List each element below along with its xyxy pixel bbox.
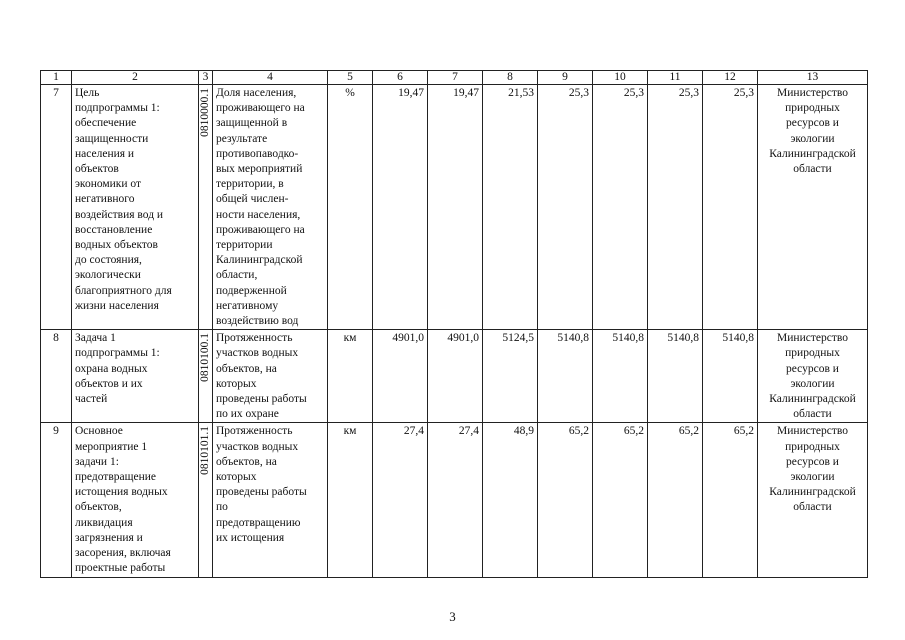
row-responsible: Министерство природных ресурсов и экологии Калининградской области xyxy=(758,85,868,330)
row-number: 8 xyxy=(41,330,72,423)
row-value-col9: 25,3 xyxy=(538,85,593,330)
column-number: 10 xyxy=(593,71,648,85)
table-row xyxy=(41,85,868,330)
column-number: 12 xyxy=(703,71,758,85)
row-value-col6: 4901,0 xyxy=(373,330,428,423)
row-value-col11: 25,3 xyxy=(648,85,703,330)
row-name: Основное мероприятие 1 задачи 1: предотвращение истощения водных объектов, ликвидация загрязнения и засорения, включая проектные работы xyxy=(72,423,199,577)
document-sheet xyxy=(40,70,867,578)
indicators-table xyxy=(40,70,868,578)
table-row xyxy=(41,423,868,577)
row-value-col12: 25,3 xyxy=(703,85,758,330)
row-value-col6: 19,47 xyxy=(373,85,428,330)
column-number: 6 xyxy=(373,71,428,85)
column-number: 4 xyxy=(213,71,328,85)
row-indicator: Протяженность участков водных объектов, на которых проведены работы по их охране xyxy=(213,330,328,423)
row-value-col12: 65,2 xyxy=(703,423,758,577)
row-value-col6: 27,4 xyxy=(373,423,428,577)
row-value-col10: 5140,8 xyxy=(593,330,648,423)
row-indicator: Протяженность участков водных объектов, на которых проведены работы по предотвращению их истощения xyxy=(213,423,328,577)
column-number: 11 xyxy=(648,71,703,85)
row-indicator: Доля населения, проживающего на защищенной в результате противопаводко- вых мероприятий территории, в общей числен- ности населения, проживающего на территории Калининградской области, подверженной негативному воздействию вод xyxy=(213,85,328,330)
row-value-col10: 65,2 xyxy=(593,423,648,577)
row-value-col8: 21,53 xyxy=(483,85,538,330)
row-name: Задача 1 подпрограммы 1: охрана водных объектов и их частей xyxy=(72,330,199,423)
row-value-col12: 5140,8 xyxy=(703,330,758,423)
row-value-col8: 5124,5 xyxy=(483,330,538,423)
row-value-col9: 65,2 xyxy=(538,423,593,577)
row-responsible: Министерство природных ресурсов и экологии Калининградской области xyxy=(758,330,868,423)
row-code: 0810101.1 xyxy=(199,426,211,476)
column-number-row xyxy=(41,71,868,85)
row-unit: % xyxy=(328,85,373,330)
row-name: Цель подпрограммы 1: обеспечение защищенности населения и объектов экономики от негативного воздействия вод и восстановление водных объектов до состояния, экологически благоприятного для жизни населения xyxy=(72,85,199,330)
row-number: 7 xyxy=(41,85,72,330)
row-code-cell xyxy=(199,423,213,577)
row-value-col10: 25,3 xyxy=(593,85,648,330)
column-number: 5 xyxy=(328,71,373,85)
column-number: 13 xyxy=(758,71,868,85)
row-value-col7: 4901,0 xyxy=(428,330,483,423)
table-row xyxy=(41,330,868,423)
row-unit: км xyxy=(328,330,373,423)
column-number: 3 xyxy=(199,71,213,85)
column-number: 8 xyxy=(483,71,538,85)
row-code-cell xyxy=(199,85,213,330)
row-value-col11: 5140,8 xyxy=(648,330,703,423)
column-number: 7 xyxy=(428,71,483,85)
row-value-col7: 19,47 xyxy=(428,85,483,330)
column-number: 9 xyxy=(538,71,593,85)
row-value-col7: 27,4 xyxy=(428,423,483,577)
row-code: 0810100.1 xyxy=(199,333,211,383)
row-value-col8: 48,9 xyxy=(483,423,538,577)
row-value-col9: 5140,8 xyxy=(538,330,593,423)
row-unit: км xyxy=(328,423,373,577)
row-code-cell xyxy=(199,330,213,423)
row-responsible: Министерство природных ресурсов и экологии Калининградской области xyxy=(758,423,868,577)
page-number: 3 xyxy=(449,609,456,624)
row-code: 0810000.1 xyxy=(199,88,211,137)
row-value-col11: 65,2 xyxy=(648,423,703,577)
column-number: 2 xyxy=(72,71,199,85)
row-number: 9 xyxy=(41,423,72,577)
column-number: 1 xyxy=(41,71,72,85)
